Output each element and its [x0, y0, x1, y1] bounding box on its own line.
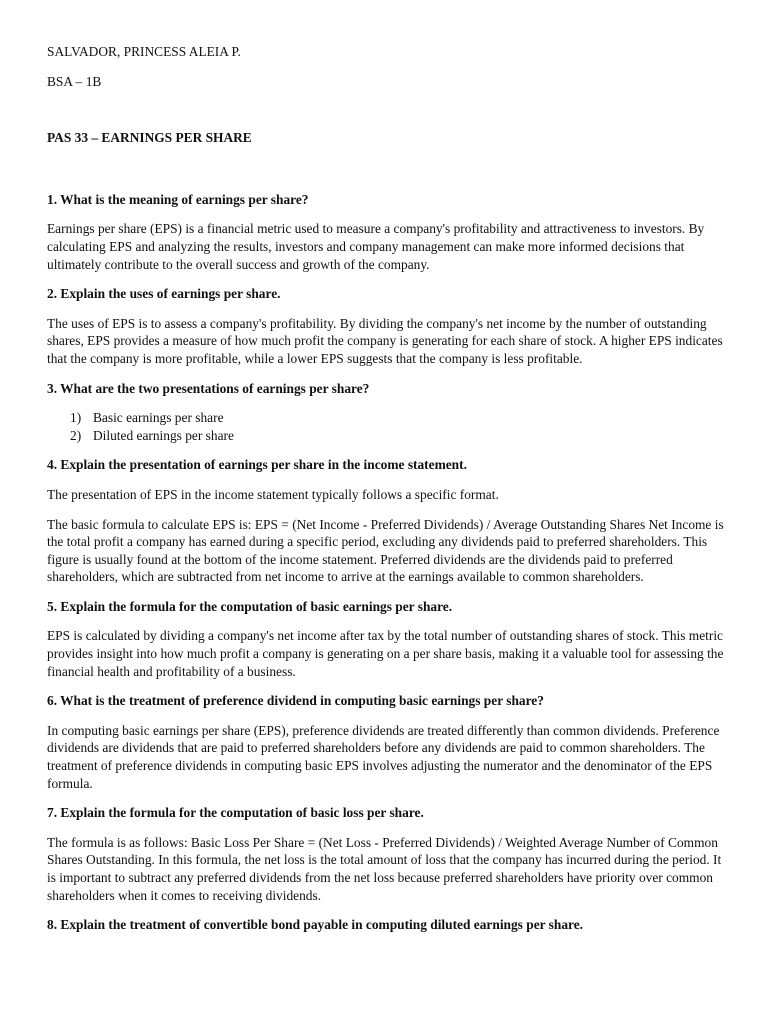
answer-paragraph-4a: The presentation of EPS in the income statement typically follows a specific format. [47, 486, 499, 502]
answer-paragraph-4b: The basic formula to calculate EPS is: EPS = (Net Income - Preferred Dividends) / Average Outstanding Shares Net Income is the total profit a company has earned during a specific period, excluding any dividends paid to preferred shareholders. This figure is usually found at the bottom of the income statement. Preferred dividends are the dividends paid to preferred shareholders, which are subtracted from net income to arrive at the earnings available to common shareholders. [47, 516, 724, 585]
list-item [70, 427, 727, 445]
answer-paragraph-5: EPS is calculated by dividing a company's net income after tax by the total number of outstanding shares of stock. This metric provides insight into how much profit a company is generating on a per share basis, making it a valuable tool for assessing the financial health and profitability of a business. [47, 628, 724, 679]
answer-list-3 [70, 409, 727, 444]
answer-paragraph-2: The uses of EPS is to assess a company's profitability. By dividing the company's net income by the number of outstanding shares, EPS provides a measure of how much profit the company is generating for each share of stock. A higher EPS indicates that the company is more profitable, while a lower EPS suggests that the company is less profitable. [47, 315, 723, 366]
question-heading-7: 7. Explain the formula for the computation of basic loss per share. [47, 805, 424, 821]
question-heading-6: 6. What is the treatment of preference dividend in computing basic earnings per share? [47, 693, 544, 709]
question-heading-1: 1. What is the meaning of earnings per share? [47, 191, 309, 207]
document-page [47, 43, 727, 934]
document-title: PAS 33 – EARNINGS PER SHARE [47, 130, 252, 146]
list-item-text: Basic earnings per share [93, 410, 224, 426]
student-section: BSA – 1B [47, 73, 102, 89]
answer-paragraph-7: The formula is as follows: Basic Loss Per Share = (Net Loss - Preferred Dividends) / Weighted Average Number of Common Shares Outstanding. In this formula, the net loss is the total amount of loss that the company has incurred during the period. It is important to subtract any preferred dividends from the net loss because preferred shareholders have priority over common shareholders when it comes to receiving dividends. [47, 834, 722, 903]
question-heading-5: 5. Explain the formula for the computation of basic earnings per share. [47, 598, 453, 614]
answer-paragraph-6: In computing basic earnings per share (EPS), preference dividends are treated differently than common dividends. Preference dividends are dividends that are paid to preferred shareholders before any dividends are paid to common shareholders. The treatment of preference dividends in computing basic EPS involves adjusting the numerator and the denominator of the EPS formula. [47, 722, 720, 791]
question-heading-2: 2. Explain the uses of earnings per share. [47, 286, 281, 302]
answer-paragraph-1: Earnings per share (EPS) is a financial metric used to measure a company's profitability and attractiveness to investors. By calculating EPS and analyzing the results, investors and company management can make more informed decisions that ultimately contribute to the overall success and growth of the company. [47, 221, 705, 272]
list-item [70, 409, 727, 427]
list-item-number: 1) [70, 410, 82, 426]
question-heading-3: 3. What are the two presentations of earnings per share? [47, 380, 370, 396]
question-heading-8: 8. Explain the treatment of convertible bond payable in computing diluted earnings per share. [47, 917, 584, 933]
list-item-number: 2) [70, 427, 82, 443]
list-item-text: Diluted earnings per share [93, 427, 234, 443]
question-heading-4: 4. Explain the presentation of earnings per share in the income statement. [47, 457, 467, 473]
student-name: SALVADOR, PRINCESS ALEIA P. [47, 44, 241, 59]
